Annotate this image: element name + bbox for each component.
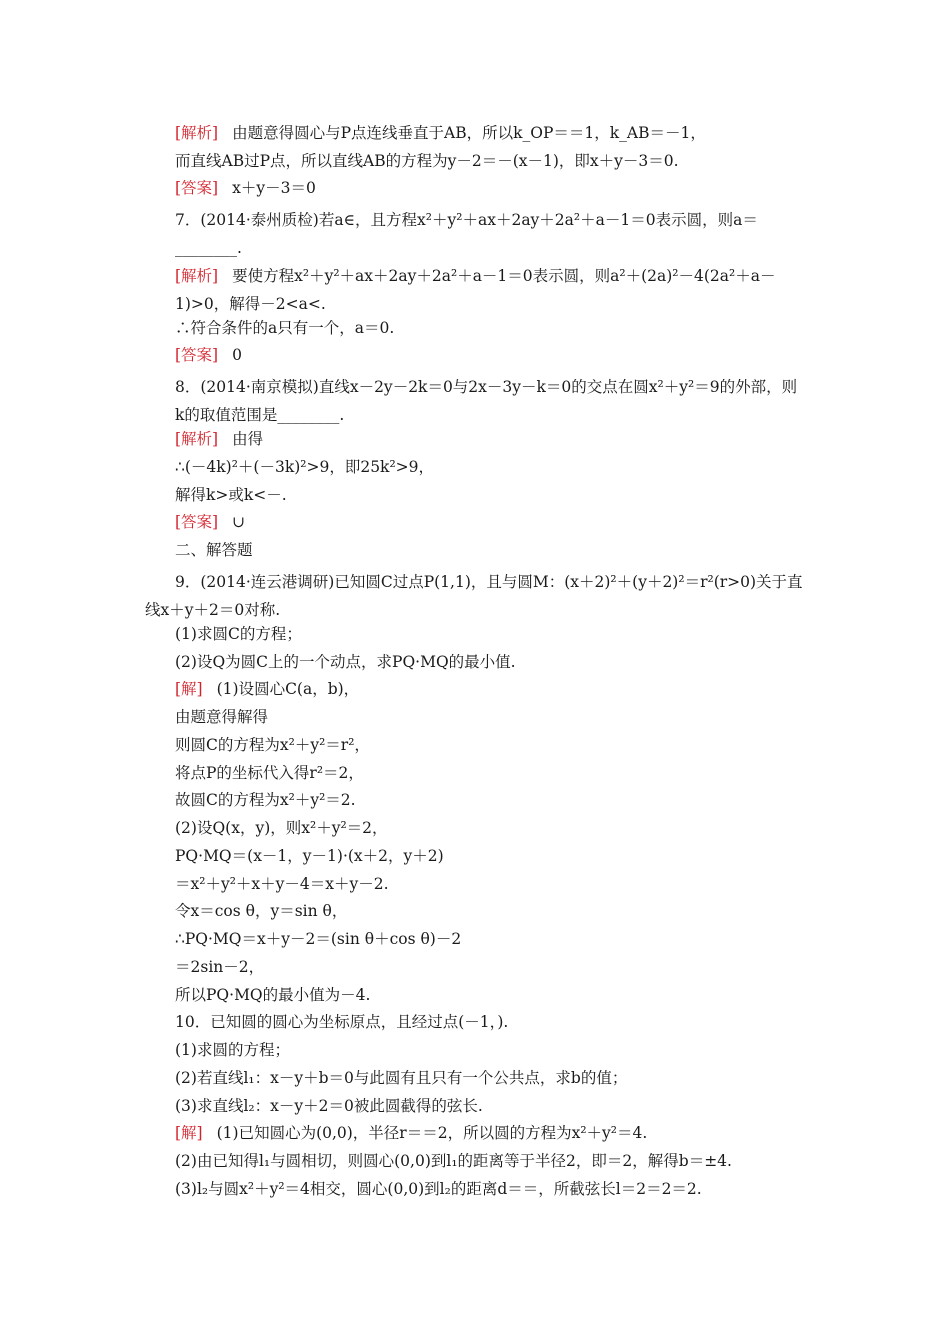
- line-26: ＝2sin－2，: [175, 958, 265, 976]
- solution-tag: [解]: [175, 680, 203, 698]
- line-3: 7．(2014·泰州质检)若a∈，且方程x²＋y²＋ax＋2ay＋2a²＋a－1＝0表示圆，则a＝________.: [175, 211, 758, 257]
- text-line: [175, 735, 370, 755]
- line-4: 要使方程x²＋y²＋ax＋2ay＋2a²＋a－1＝0表示圆，则a²＋(2a)²－4(2a²＋a－1)>0，解得－2<a<.: [175, 267, 776, 313]
- line-30: (2)若直线l₁：x－y＋b＝0与此圆有且只有一个公共点，求b的值；: [175, 1069, 628, 1087]
- answer-line: [175, 178, 316, 198]
- question-8: [175, 373, 805, 429]
- analysis-tag: [解析]: [175, 124, 219, 142]
- analysis-line: [175, 262, 805, 318]
- text-line: [175, 1096, 483, 1116]
- line-18: 则圆C的方程为x²＋y²＝r²，: [175, 736, 370, 754]
- line-20: 故圆C的方程为x²＋y²＝2.: [175, 791, 356, 809]
- line-5: ∴符合条件的a只有一个，a＝0.: [175, 319, 395, 337]
- analysis-line: [175, 123, 706, 143]
- line-10: 解得k>或k<－.: [175, 486, 287, 504]
- text-line: [175, 652, 516, 672]
- text-line: [175, 1179, 702, 1199]
- text-line: [175, 1040, 290, 1060]
- text-line: [175, 874, 389, 894]
- text-line: [175, 151, 679, 171]
- answer-tag: [答案]: [175, 346, 219, 364]
- line-31: (3)求直线l₂：x－y＋2＝0被此圆截得的弦长.: [175, 1097, 483, 1115]
- text-line: [175, 790, 356, 810]
- line-17: 由题意得解得: [175, 708, 269, 726]
- text-line: [175, 929, 461, 949]
- analysis-tag: [解析]: [175, 430, 219, 448]
- line-9: ∴(－4k)²＋(－3k)²>9，即25k²>9，: [175, 458, 435, 476]
- text-line: [175, 763, 364, 783]
- text-line: [175, 818, 388, 838]
- line-7: 8．(2014·南京模拟)直线x－2y－2k＝0与2x－3y－k＝0的交点在圆x²＋y²＝9的外部，则k的取值范围是________.: [175, 378, 798, 424]
- question-7: [175, 206, 805, 262]
- line-19: 将点P的坐标代入得r²＝2，: [175, 764, 364, 782]
- line-34: (3)l₂与圆x²＋y²＝4相交，圆心(0,0)到l₂的距离d＝＝，所截弦长l＝2＝2＝2.: [175, 1180, 702, 1198]
- section-heading: [175, 540, 253, 560]
- line-23: ＝x²＋y²＋x＋y－4＝x＋y－2.: [175, 875, 389, 893]
- line-2: x＋y－3＝0: [232, 179, 316, 197]
- text-line: [175, 318, 394, 338]
- text-line: [175, 707, 268, 727]
- question-9: [145, 568, 805, 624]
- answer-tag: [答案]: [175, 513, 219, 531]
- text-line: [175, 901, 347, 921]
- solution-line: [175, 679, 359, 699]
- line-21: (2)设Q(x，y)，则x²＋y²＝2，: [175, 819, 388, 837]
- text-line: [175, 957, 264, 977]
- text-line: [175, 624, 302, 644]
- text-line: [175, 1068, 627, 1088]
- text-line: [175, 985, 370, 1005]
- text-line: [175, 846, 444, 866]
- answer-tag: [答案]: [175, 179, 219, 197]
- line-0: 由题意得圆心与P点连线垂直于AB，所以k_OP＝＝1，k_AB＝－1，: [232, 124, 706, 142]
- line-11: ∪: [232, 513, 246, 531]
- line-27: 所以PQ·MQ的最小值为－4.: [175, 986, 371, 1004]
- line-1: 而直线AB过P点，所以直线AB的方程为y－2＝－(x－1)，即x＋y－3＝0.: [175, 152, 679, 170]
- question-10: [175, 1012, 508, 1032]
- text-line: [175, 485, 287, 505]
- line-14: (1)求圆C的方程；: [175, 625, 302, 643]
- solution-tag: [解]: [175, 1124, 203, 1142]
- line-13: 9．(2014·连云港调研)已知圆C过点P(1,1)，且与圆M：(x＋2)²＋(y＋2)²＝r²(r>0)关于直线x＋y＋2＝0对称.: [145, 573, 803, 619]
- line-32: (1)已知圆心为(0,0)，半径r＝＝2，所以圆的方程为x²＋y²＝4.: [216, 1124, 648, 1142]
- line-15: (2)设Q为圆C上的一个动点，求PQ·MQ的最小值.: [175, 653, 516, 671]
- line-28: 10．已知圆的圆心为坐标原点，且经过点(－1，).: [175, 1013, 509, 1031]
- text-line: [175, 1151, 732, 1171]
- answer-line: [175, 512, 245, 532]
- text-line: [175, 457, 434, 477]
- line-12: 二、解答题: [175, 541, 253, 559]
- line-22: PQ·MQ＝(x－1，y－1)·(x＋2，y＋2): [175, 847, 444, 865]
- analysis-line: [175, 429, 263, 449]
- solution-line: [175, 1123, 647, 1143]
- line-16: (1)设圆心C(a，b)，: [216, 680, 360, 698]
- analysis-tag: [解析]: [175, 267, 219, 285]
- line-24: 令x＝cos θ，y＝sin θ，: [175, 902, 348, 920]
- line-29: (1)求圆的方程；: [175, 1041, 290, 1059]
- line-6: 0: [232, 346, 242, 364]
- answer-line: [175, 345, 242, 365]
- line-8: 由得: [232, 430, 264, 448]
- line-33: (2)由已知得l₁与圆相切，则圆心(0,0)到l₁的距离等于半径2，即＝2，解得b＝±4.: [175, 1152, 732, 1170]
- line-25: ∴PQ·MQ＝x＋y－2＝(sin θ＋cos θ)－2: [175, 930, 462, 948]
